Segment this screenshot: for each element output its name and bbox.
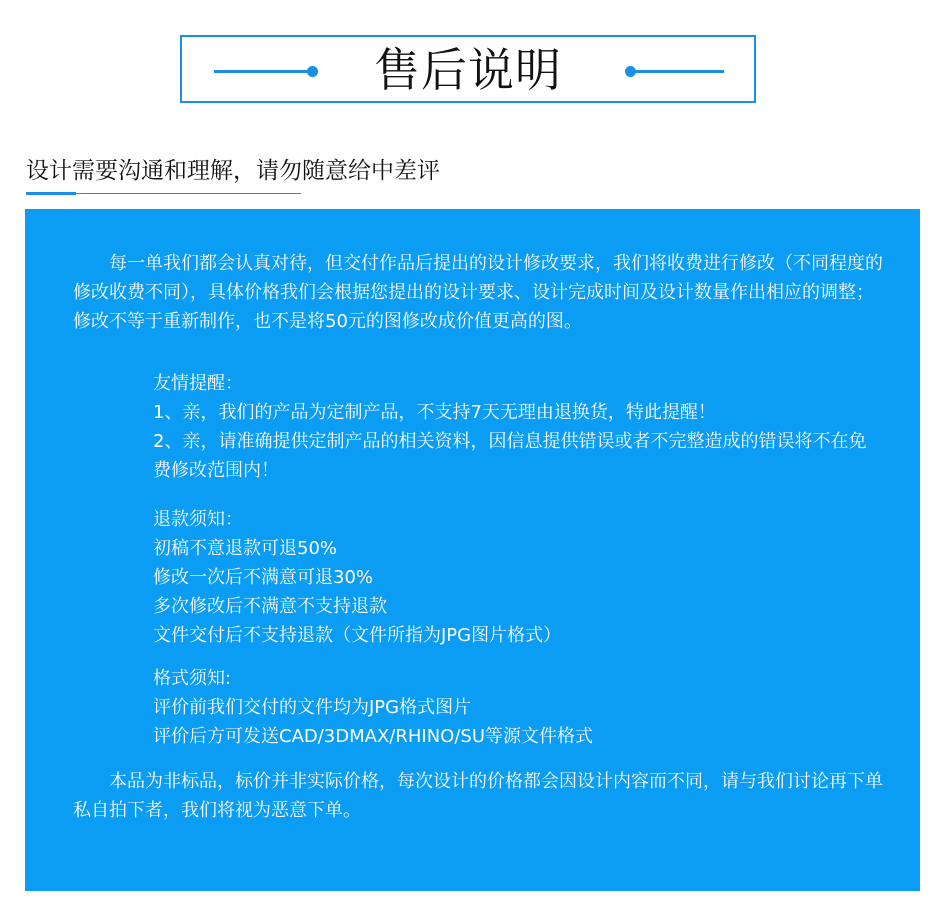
page-title: 售后说明 [374,43,562,97]
reminder-heading: 友情提醒： [153,373,243,394]
notice-panel [25,209,920,891]
format-section [153,664,883,751]
format-item: 评价前我们交付的文件均为JPG格式图片 [153,697,472,718]
reminder-section [153,369,883,485]
reminder-item: 1、亲，我们的产品为定制产品，不支持7天无理由退换货，特此提醒！ [153,402,716,423]
format-heading: 格式须知: [153,668,232,689]
refund-heading: 退款须知： [153,509,243,530]
title-banner [180,35,756,103]
reminder-item: 2、亲，请准确提供定制产品的相关资料，因信息提供错误或者不完整造成的错误将不在免费修改范围内！ [153,431,867,481]
section-subtitle: 设计需要沟通和理解，请勿随意给中差评 [26,158,440,184]
refund-item: 多次修改后不满意不支持退款 [153,596,387,617]
format-item: 评价后方可发送CAD/3DMAX/RHINO/SU等源文件格式 [153,726,594,747]
refund-item: 修改一次后不满意可退30% [153,567,374,588]
title-decor-line-right [628,70,724,73]
refund-item: 初稿不意退款可退50% [153,538,338,559]
intro-paragraph: 每一单我们都会认真对待，但交付作品后提出的设计修改要求，我们将收费进行修改（不同程度的修改收费不同），具体价格我们会根据您提出的设计要求、设计完成时间及设计数量作出相应的调整；修改不等于重新制作，也不是将50元的图修改成价值更高的图。 [73,253,883,332]
refund-item: 文件交付后不支持退款（文件所指为JPG图片格式） [153,625,562,646]
closing-paragraph: 本品为非标品，标价并非实际价格，每次设计的价格都会因设计内容而不同，请与我们讨论再下单私自拍下者，我们将视为恶意下单。 [73,771,883,821]
refund-section [153,505,883,650]
subtitle-divider-accent [26,192,76,195]
